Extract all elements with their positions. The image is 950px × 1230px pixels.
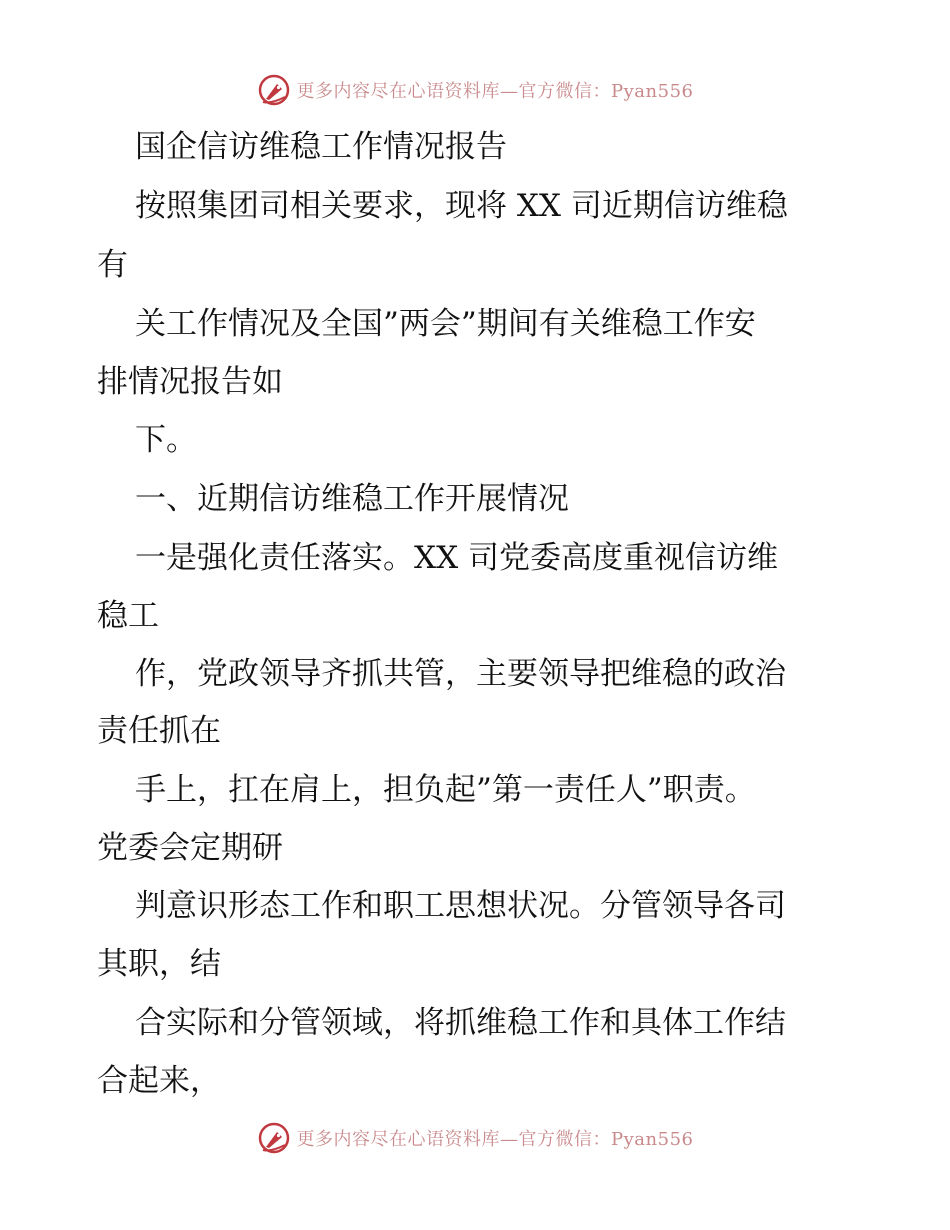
paragraph-line: 其职，结 <box>97 946 221 982</box>
paragraph-line: 合实际和分管领域，将抓维稳工作和具体工作结 <box>135 1005 786 1041</box>
header-watermark-text: 更多内容尽在心语资料库—官方微信：Pyan556 <box>296 81 694 102</box>
pen-nib-circle-icon <box>257 1121 291 1155</box>
paragraph-line: 下。 <box>135 422 197 458</box>
paragraph-line: 手上，扛在肩上，担负起”第一责任人”职责。 <box>135 772 756 808</box>
footer-watermark-text: 更多内容尽在心语资料库—官方微信：Pyan556 <box>296 1129 694 1150</box>
paragraph-line: 判意识形态工作和职工思想状况。分管领导各司 <box>135 888 786 924</box>
document-title: 国企信访维稳工作情况报告 <box>135 129 507 165</box>
paragraph-line: 关工作情况及全国”两会”期间有关维稳工作安 <box>135 306 756 342</box>
paragraph-line: 稳工 <box>97 598 159 634</box>
header-watermark-banner <box>0 70 950 110</box>
paragraph-line: 按照集团司相关要求，现将 XX 司近期信访维稳 <box>135 188 788 224</box>
paragraph-line: 有 <box>97 247 128 283</box>
paragraph-line: 作，党政领导齐抓共管，主要领导把维稳的政治 <box>135 656 786 692</box>
paragraph-line: 党委会定期研 <box>97 830 283 866</box>
paragraph-line: 排情况报告如 <box>97 364 283 400</box>
footer-watermark-banner <box>0 1118 950 1158</box>
paragraph-line: 责任抓在 <box>97 713 221 749</box>
section-heading: 一、近期信访维稳工作开展情况 <box>135 481 569 517</box>
paragraph-line: 合起来， <box>97 1063 221 1099</box>
pen-nib-circle-icon <box>257 73 291 107</box>
paragraph-line: 一是强化责任落实。XX 司党委高度重视信访维 <box>135 540 778 576</box>
